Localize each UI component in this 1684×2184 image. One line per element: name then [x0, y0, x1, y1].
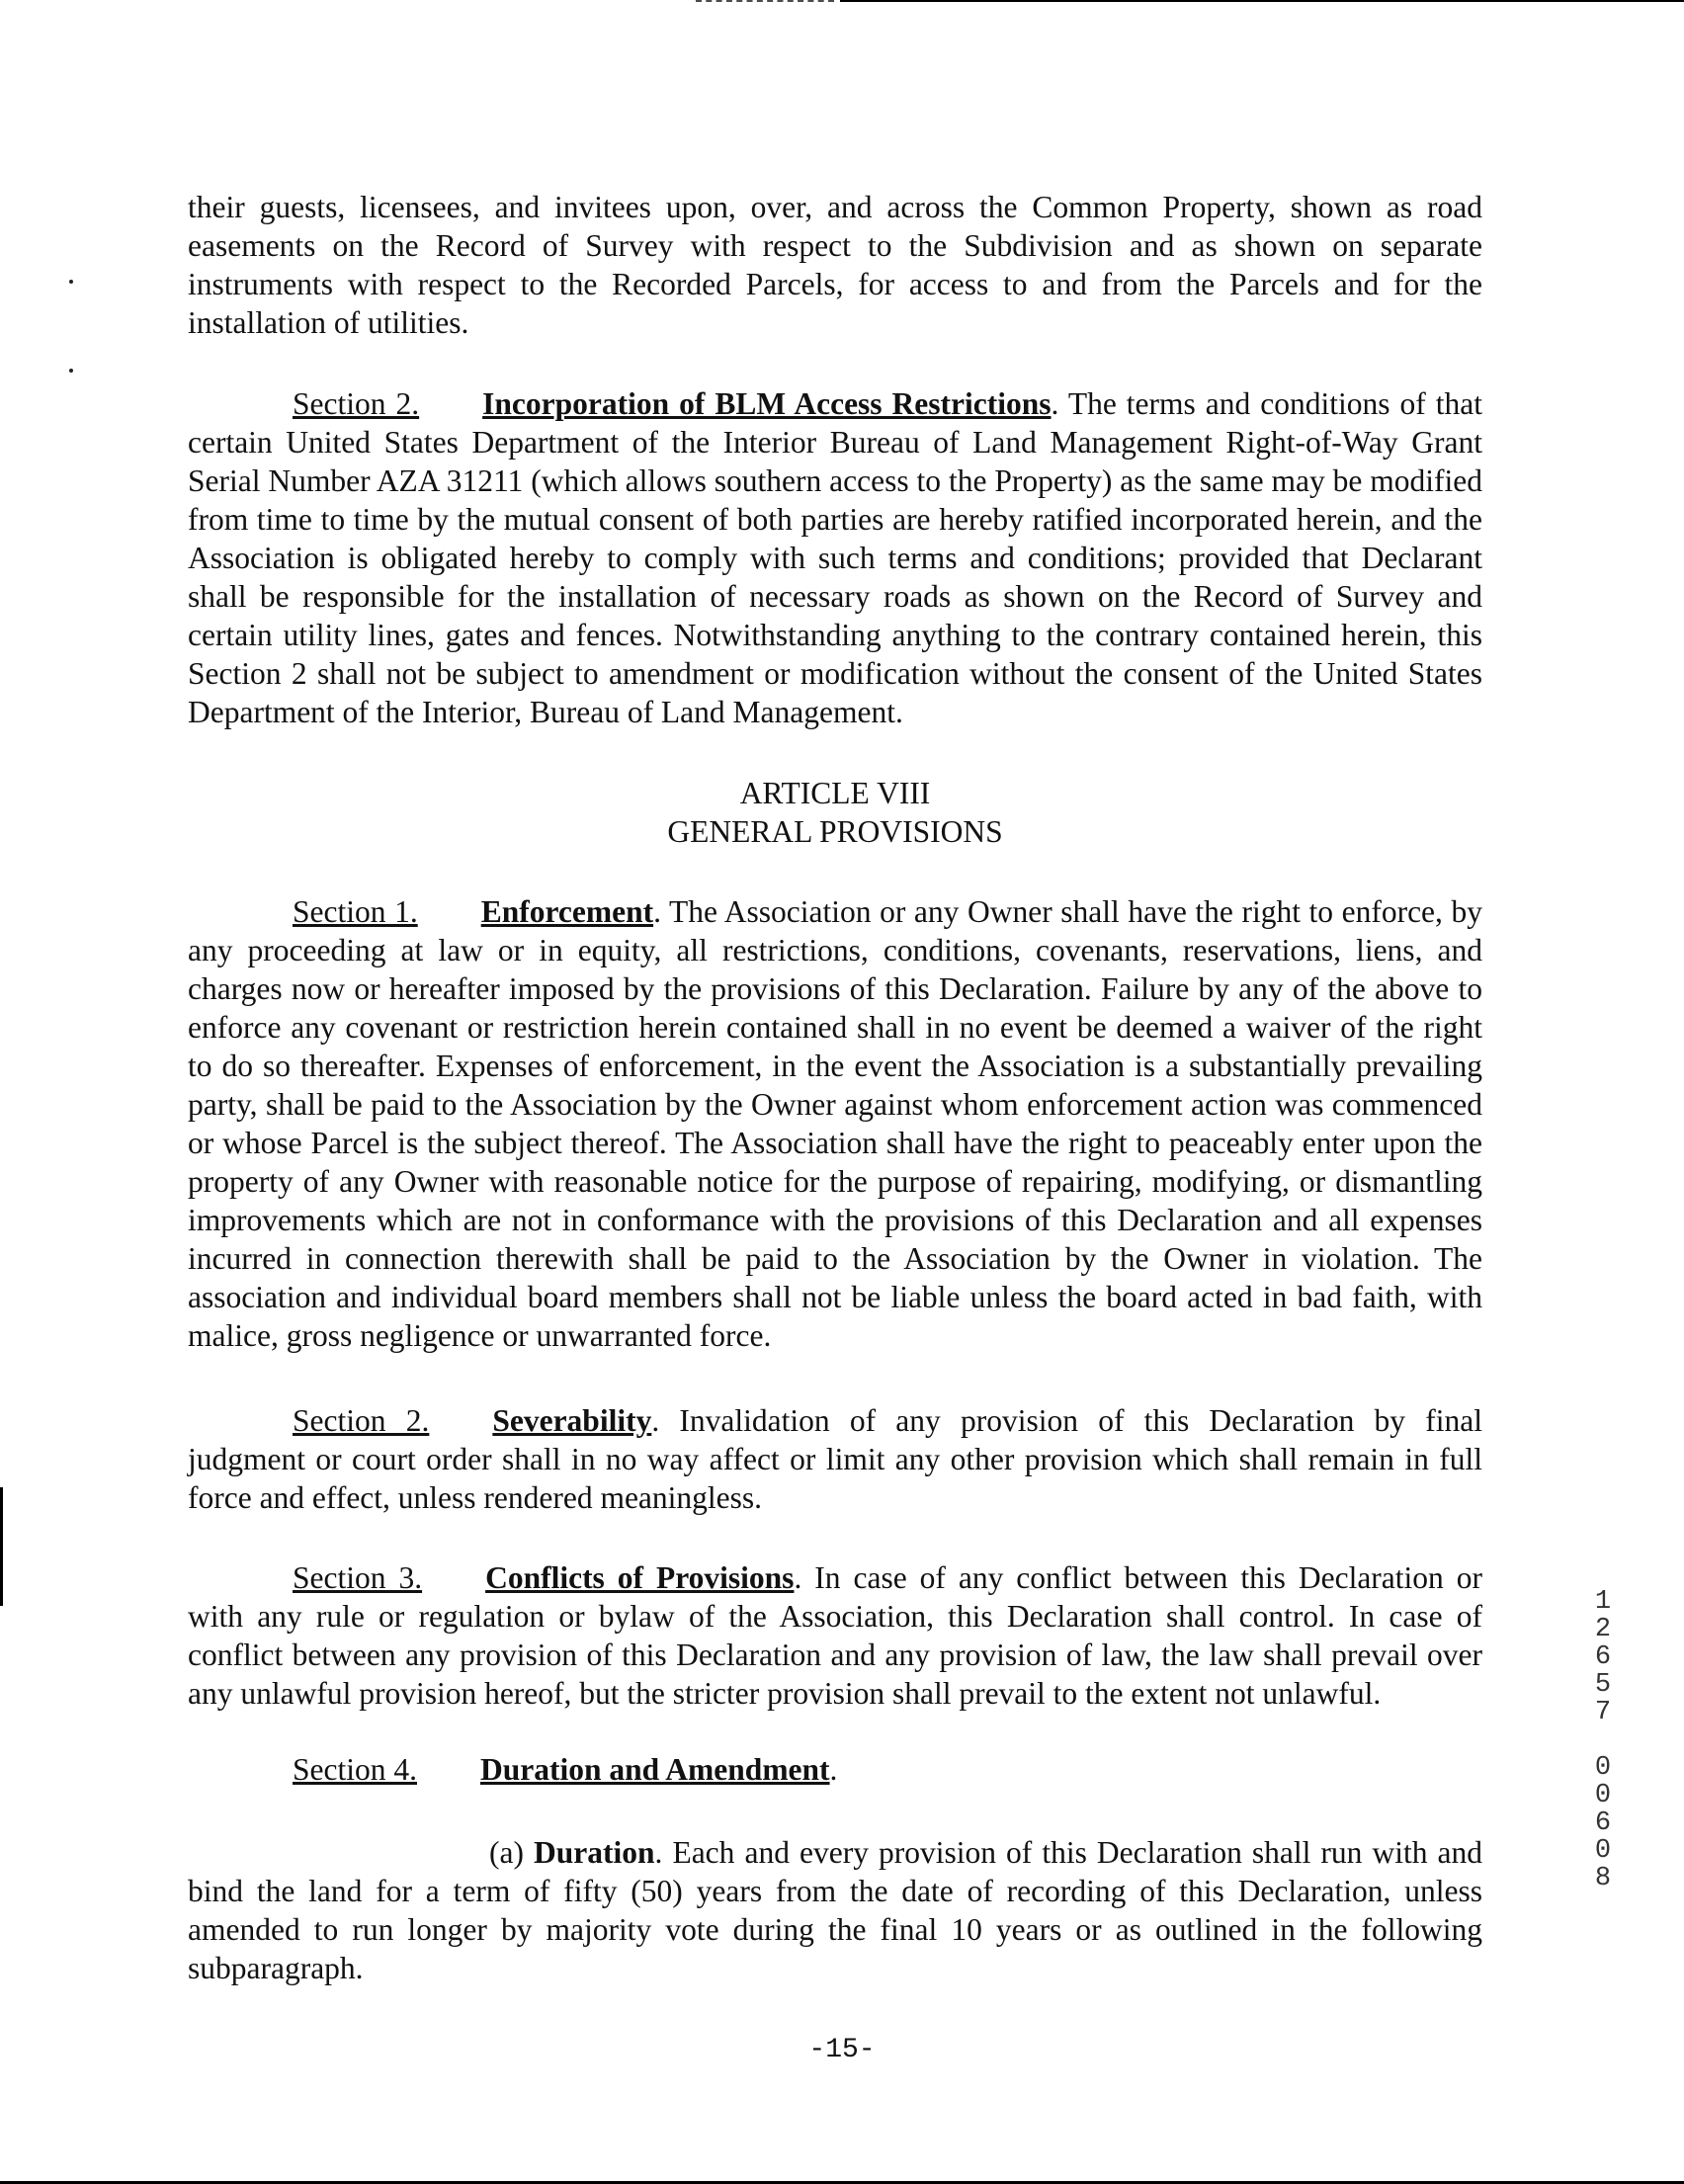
section-body: . The Association or any Owner shall have the right to enforce, by any proceeding at law or in equity, all restrictions, conditions, covenants, reservations, liens, and charges now or hereafter imposed by the provisions of this Declaration. Failure by any of the above to enforce any covenant or restriction herein contained shall in no event be deemed a waiver of the right to do so thereafter. Expenses of enforcement, in the event the Association is a substantially prevailing party, shall be paid to the Association by the Owner against whom enforcement action was commenced or whose Parcel is the subject thereof. The Association shall have the right to peaceably enter upon the property of any Owner with reasonable notice for the purpose of repairing, modifying, or dismantling improvements which are not in conformance with the provisions of this Declaration and all expenses incurred in connection therewith shall be paid to the Association by the Owner in violation. The association and individual board members shall not be liable unless the board acted in bad faith, with malice, gross negligence or unwarranted force. [188, 894, 1482, 1353]
section-body: . The terms and conditions of that certain United States Department of the Interior Bureau of Land Management Right-of-Way Grant Serial Number AZA 31211 (which allows southern access to the Property) as the same may be modified from time to time by the mutual consent of both parties are hereby ratified incorporated herein, and the Association is obligated hereby to comply with such terms and conditions; provided that Declarant shall be responsible for the installation of necessary roads as shown on the Record of Survey and certain utility lines, gates and fences. Notwithstanding anything to the contrary contained herein, this Section 2 shall not be subject to amendment or modification without the consent of the United States Department of the Interior, Bureau of Land Management. [188, 386, 1482, 729]
section-body: . In case of any conflict between this Declaration or with any rule or regulation or bylaw of the Association, this Declaration shall control. In case of conflict between any provision of this Declaration and any provision of law, the law shall prevail over any unlawful provision hereof, but the stricter provision shall prevail to the extent not unlawful. [188, 1560, 1482, 1711]
stamp-digit: 2 [1594, 1615, 1612, 1644]
subsection-heading: Duration [534, 1835, 655, 1870]
section-label: Section 3. [293, 1560, 423, 1595]
scan-edge-mark [0, 1487, 3, 1606]
stamp-digit: 0 [1594, 1781, 1612, 1810]
intro-paragraph: their guests, licensees, and invitees upon, over, and across the Common Property, shown as road easements on the Record of Survey with respect to the Subdivision and as shown on separate instruments with respect to the Recorded Parcels, for access to and from the Parcels and for the installation of utilities. [188, 190, 1482, 340]
section-severability-paragraph [188, 1401, 1482, 1517]
section-heading-suffix: . [829, 1752, 838, 1787]
scan-edge-rule [840, 0, 1684, 2]
section-heading: Conflicts of Provisions [485, 1560, 795, 1595]
stamp-digit: 0 [1594, 1836, 1612, 1866]
section-label: Section 4. [293, 1752, 417, 1787]
stamp-gap [1583, 1726, 1623, 1754]
section-label: Section 2. [293, 386, 420, 421]
stamp-digit: 1 [1594, 1587, 1612, 1617]
section-enforcement-paragraph [188, 892, 1482, 1355]
scan-speck [69, 369, 73, 373]
subsection-body: . Each and every provision of this Declaration shall run with and bind the land for a term of fifty (50) years from the date of recording of this Declaration, unless amended to run longer by majority vote during the final 10 years or as outlined in the following subparagraph. [188, 1835, 1482, 1985]
subsection-prefix: (a) [489, 1835, 535, 1870]
section-body: . Invalidation of any provision of this Declaration by final judgment or court order shall in no way affect or limit any other provision which shall remain in full force and effect, unless rendered meaningless. [188, 1403, 1482, 1515]
article-number: ARTICLE VIII [739, 776, 931, 810]
stamp-digit: 7 [1594, 1698, 1612, 1727]
stamp-digit: 6 [1594, 1808, 1612, 1838]
stamp-digit: 6 [1594, 1642, 1612, 1672]
section-duration-heading [188, 1750, 1482, 1789]
section-label: Section 2. [293, 1403, 430, 1438]
section-conflicts-paragraph [188, 1558, 1482, 1713]
section-heading: Incorporation of BLM Access Restrictions [482, 386, 1052, 421]
stamp-digit: 5 [1594, 1670, 1612, 1700]
section-heading: Enforcement [480, 894, 654, 929]
scan-edge-dashes [696, 0, 834, 2]
section-heading: Severability [492, 1403, 652, 1438]
scan-speck [69, 280, 73, 284]
stamp-digit: 0 [1594, 1753, 1612, 1783]
section-blm-paragraph [188, 384, 1482, 731]
recording-stamp [1583, 1588, 1623, 1892]
section-label: Section 1. [293, 894, 418, 929]
article-title: GENERAL PROVISIONS [667, 814, 1003, 849]
section-heading: Duration and Amendment [480, 1752, 830, 1787]
page-number: -15- [808, 2035, 876, 2065]
stamp-digit: 8 [1594, 1864, 1612, 1893]
subsection-a-paragraph [188, 1833, 1482, 1987]
